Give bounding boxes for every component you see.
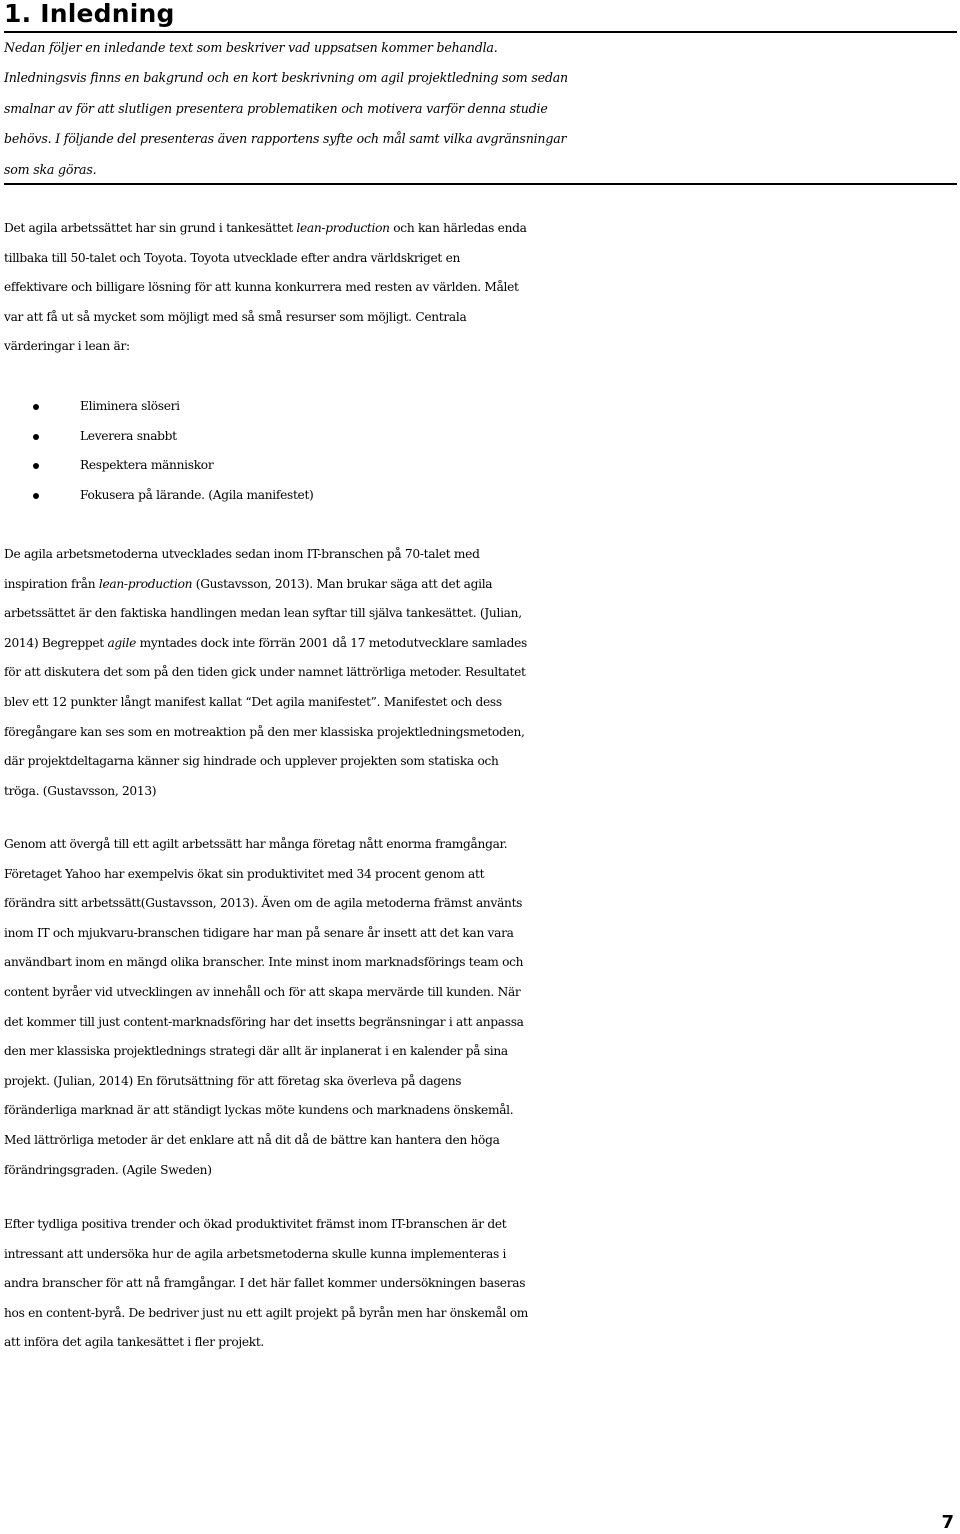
intro-line: Inledningsvis finns en bakgrund och en kort beskrivning om agil projektledning som sedan [4,70,568,86]
list-item [0,392,960,422]
paragraph-line [4,629,960,659]
paragraph-line: hos en content-byrå. De bedriver just nu ett agilt projekt på byrån men har önskemål om [4,1305,528,1320]
paragraph-line: Genom att övergå till ett agilt arbetssätt har många företag nått enorma framgångar. [4,837,508,851]
emphasized-term: agile [107,635,137,650]
bullet-icon [33,434,39,440]
paragraph-study-motivation [4,1210,960,1358]
emphasized-term: lean-production [296,221,390,235]
intro-paragraph [4,33,960,185]
paragraph-line: användbart inom en mängd olika branscher. Inte minst inom marknadsförings team och [4,955,524,970]
paragraph-line: Efter tydliga positiva trender och ökad produktivitet främst inom IT-branschen är det [4,1217,507,1231]
text-run: 2014) Begreppet [4,635,108,650]
paragraph-agile-history [4,540,960,806]
intro-line: som ska göras. [4,161,97,177]
paragraph-line: blev ett 12 punkter långt manifest kallat “Det agila manifestet”. Manifestet och dess [4,694,502,709]
paragraph-line: intressant att undersöka hur de agila arbetsmetoderna skulle kunna implementeras i [4,1246,507,1261]
paragraph-line: tröga. (Gustavsson, 2013) [4,783,157,798]
paragraph-line: förändra sitt arbetssätt(Gustavsson, 2013). Även om de agila metoderna främst använts [4,896,523,911]
paragraph-line: effektivare och billigare lösning för att kunna konkurrera med resten av världen. Målet [4,280,519,295]
text-run: och kan härledas enda [389,221,527,235]
text-run: inspiration från [4,576,99,591]
bullet-icon [33,404,39,410]
paragraph-line: förändringsgraden. (Agile Sweden) [4,1162,212,1177]
paragraph-line: tillbaka till 50-talet och Toyota. Toyota utvecklade efter andra världskriget en [4,250,461,265]
emphasized-term: lean-production [98,576,193,591]
paragraph-lean-origin [4,214,960,362]
list-item [0,422,960,452]
paragraph-line: den mer klassiska projektlednings strategi där allt är inplanerat i en kalender på sina [4,1044,508,1059]
paragraph-line: Företaget Yahoo har exempelvis ökat sin produktivitet med 34 procent genom att [4,866,485,881]
intro-line: Nedan följer en inledande text som beskriver vad uppsatsen kommer behandla. [4,40,498,55]
section-heading: 1. Inledning [4,0,175,28]
paragraph-line: andra branscher för att nå framgångar. I det här fallet kommer undersökningen baseras [4,1276,526,1291]
list-item-text: Eliminera slöseri [80,399,180,413]
paragraph-line: där projektdeltagarna känner sig hindrade och upplever projekten som statiska och [4,754,499,769]
intro-line: smalnar av för att slutligen presentera problematiken och motivera varför denna studie [4,100,548,116]
text-run: Det agila arbetssättet har sin grund i tankesättet [4,221,297,235]
lean-values-list [0,392,960,510]
list-item-text: Respektera människor [80,458,214,473]
paragraph-line: var att få ut så mycket som möjligt med så små resurser som möjligt. Centrala [4,309,467,324]
paragraph-line: föränderliga marknad är att ständigt lyckas möte kundens och marknadens önskemål. [4,1103,514,1118]
paragraph-line: inom IT och mjukvaru-branschen tidigare har man på senare år insett att det kan vara [4,925,514,940]
list-item [0,481,960,511]
text-run: (Gustavsson, 2013). Man brukar säga att det agila [192,576,493,591]
paragraph-line: Med lättrörliga metoder är det enklare att nå dit då de bättre kan hantera den höga [4,1132,500,1147]
paragraph-line [4,570,960,600]
paragraph-line: det kommer till just content-marknadsföring har det insetts begränsningar i att anpassa [4,1014,524,1029]
list-item-text: Fokusera på lärande. (Agila manifestet) [80,487,314,502]
paragraph-line: värderingar i lean är: [4,339,130,354]
intro-line: behövs. I följande del presenteras även rapportens syfte och mål samt vilka avgränsningar [4,131,567,147]
paragraph-line [4,214,960,244]
paragraph-line: att införa det agila tankesättet i fler projekt. [4,1335,265,1350]
paragraph-line: föregångare kan ses som en motreaktion på den mer klassiska projektledningsmetoden, [4,724,525,739]
bullet-icon [33,463,39,469]
paragraph-line: projekt. (Julian, 2014) En förutsättning för att företag ska överleva på dagens [4,1073,462,1088]
text-run: myntades dock inte förrän 2001 då 17 metodutvecklare samlades [136,635,528,650]
list-item-text: Leverera snabbt [80,428,177,443]
page-number: 7 [941,1512,954,1533]
list-item [0,451,960,481]
paragraph-agile-success [4,830,960,1185]
paragraph-line: för att diskutera det som på den tiden gick under namnet lättrörliga metoder. Resultatet [4,665,526,680]
bullet-icon [33,493,39,499]
paragraph-line: De agila arbetsmetoderna utvecklades sedan inom IT-branschen på 70-talet med [4,547,480,561]
paragraph-line: arbetssättet är den faktiska handlingen medan lean syftar till själva tankesättet. (Julian, [4,606,522,621]
paragraph-line: content byråer vid utvecklingen av innehåll och för att skapa mervärde till kunden. När [4,984,521,999]
intro-rule-bottom [4,183,957,185]
